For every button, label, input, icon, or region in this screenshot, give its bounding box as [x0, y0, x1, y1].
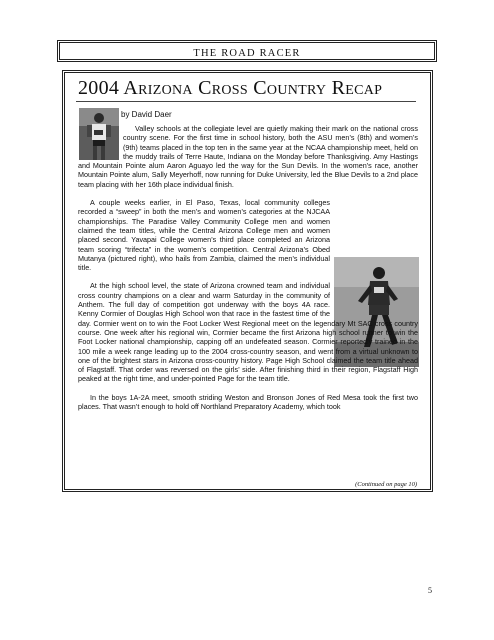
title-rule — [76, 101, 416, 102]
continued-note: (Continued on page 10) — [355, 481, 417, 488]
article-byline: by David Daer — [121, 110, 172, 119]
page-number: 5 — [428, 586, 432, 595]
publication-name: THE ROAD RACER — [193, 48, 301, 59]
article-paragraph: In the boys 1A-2A meet, smooth striding Weston and Bronson Jones of Red Mesa took the first two places. That wasn’t enough to hold off Northland Preparatory Academy, which took — [78, 392, 418, 412]
photo-spacer — [78, 124, 123, 160]
publication-header — [57, 40, 437, 62]
article-title: 2004 Arizona Cross Country Recap — [78, 77, 383, 99]
article-body — [78, 124, 418, 420]
article-paragraph: At the high school level, the state of Arizona crowned team and individual cross country champions on a clear and warm Saturday in the community of Anthem. The full day of competition got underway with the boys 4A race. Kenny Cormier of Douglas High School won that race in the fastest time of the day. Cormier went on to win the Foot Locker West Regional meet on the legendary Mt SAC cross country course. One week after his regional win, Cormier became the first Arizona high school runner to win the Foot Locker national championship, capping off an undefeated season. Cormier reportedly trained in the 100 mile a week range leading up to the 2004 cross-country season, and went from a virtual unknown to one of the brightest stars in Arizona cross-country history. Page High School claimed the team title ahead of Flagstaff. That order was reversed on the girls’ side. After finishing third in their region, Flagstaff High peaked at the right time, and under-pointed Page for the team title. — [78, 281, 418, 384]
article-paragraph: Valley schools at the collegiate level are quietly making their mark on the national cross country scene. For the first time in school history, both the ASU men’s (8th) and women’s (9th) teams placed in the top ten in the same year at the NCAA championship meet, held on the muddy trails of Terre Haute, Indiana on the Monday before Thanksgiving. Amy Hastings and Mountain Pointe alum Aaron Aguayo led the way for the Sun Devils. In the women’s race, another Mountain Pointe alum, Sally Meyerhoff, now running for Duke University, led the Blue Devils to a 2nd place team placing with her 16th place individual finish. — [78, 124, 418, 189]
article-paragraph: A couple weeks earlier, in El Paso, Texas, local community colleges recorded a “sweep” in both the men’s and women’s categories at the NJCAA championships. The Paradise Valley Community College men and women claimed the team titles, while the Central Arizona College men and women placed second. Yavapai College women’s third place completed an Arizona team scoring “trifecta” in the women’s competition. Central Arizona’s Obed Mutanya (pictured right), who hails from Zambia, claimed the men’s individual title. — [78, 198, 330, 273]
photo-spacer — [330, 200, 418, 310]
